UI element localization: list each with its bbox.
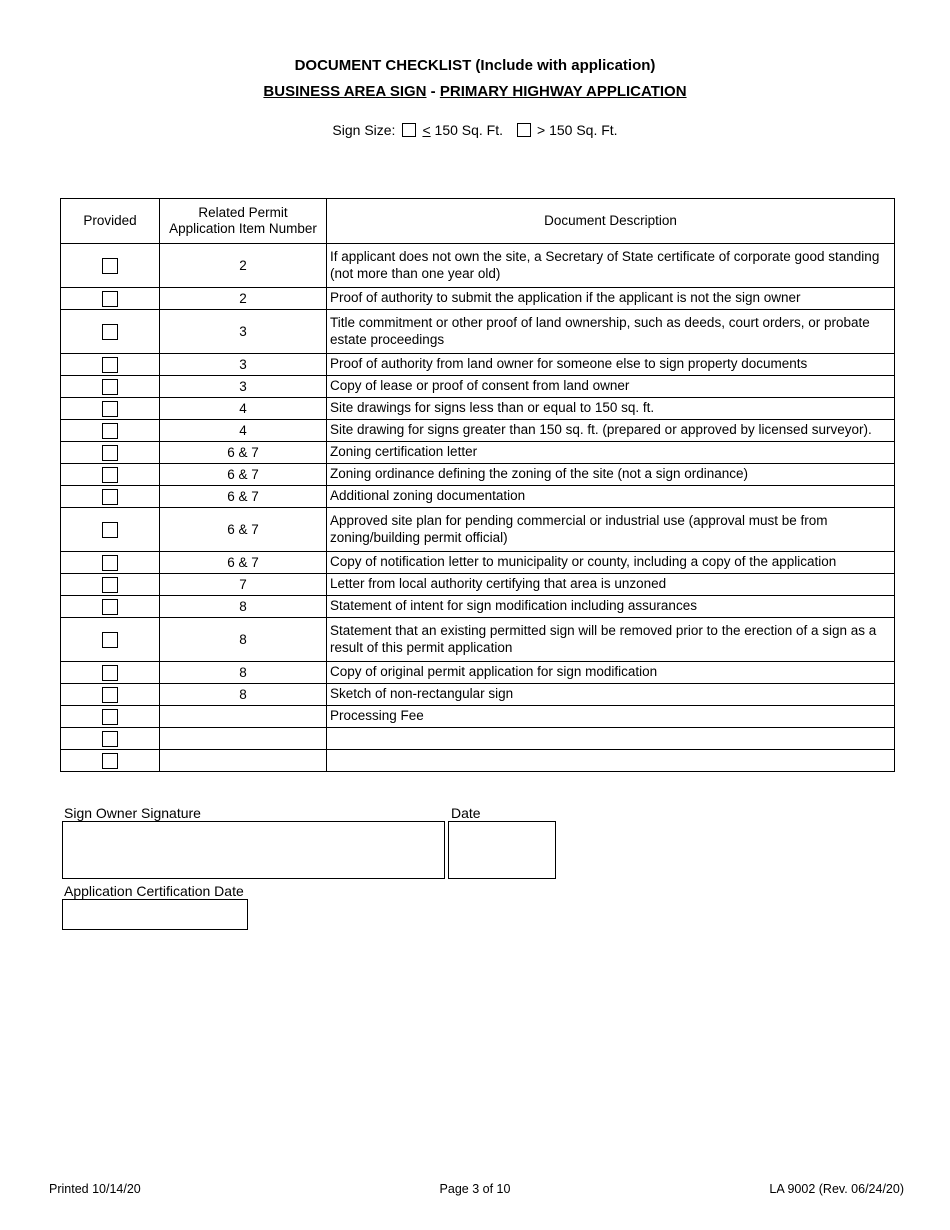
header-item-line1: Related Permit <box>198 205 288 220</box>
header-provided: Provided <box>61 199 160 244</box>
provided-cell <box>61 552 160 574</box>
description-cell: Site drawing for signs greater than 150 sq. ft. (prepared or approved by licensed surveyor). <box>327 420 895 442</box>
footer-page-number: Page 3 of 10 <box>439 1182 511 1196</box>
provided-cell <box>61 464 160 486</box>
item-number-cell: 4 <box>160 398 327 420</box>
provided-cell <box>61 706 160 728</box>
description-cell: Processing Fee <box>327 706 895 728</box>
description-cell: Approved site plan for pending commercial or industrial use (approval must be from zoning/building permit official) <box>327 508 895 552</box>
provided-cell <box>61 420 160 442</box>
subtitle-business-area-sign: BUSINESS AREA SIGN <box>263 83 427 100</box>
table-row <box>61 464 895 486</box>
provided-checkbox[interactable] <box>102 577 118 593</box>
table-row <box>61 684 895 706</box>
description-cell: Additional zoning documentation <box>327 486 895 508</box>
item-number-cell: 4 <box>160 420 327 442</box>
provided-cell <box>61 596 160 618</box>
provided-checkbox[interactable] <box>102 401 118 417</box>
provided-checkbox[interactable] <box>102 489 118 505</box>
sign-size-large-checkbox[interactable] <box>517 123 531 137</box>
table-row <box>61 728 895 750</box>
item-number-cell: 3 <box>160 354 327 376</box>
provided-checkbox[interactable] <box>102 379 118 395</box>
provided-cell <box>61 244 160 288</box>
document-title: DOCUMENT CHECKLIST (Include with application) <box>294 57 656 74</box>
provided-cell <box>61 684 160 706</box>
item-number-cell: 6 & 7 <box>160 464 327 486</box>
provided-cell <box>61 310 160 354</box>
item-number-cell <box>160 728 327 750</box>
provided-checkbox[interactable] <box>102 632 118 648</box>
subtitle-primary-highway-application: PRIMARY HIGHWAY APPLICATION <box>439 83 687 100</box>
description-cell: Copy of original permit application for sign modification <box>327 662 895 684</box>
provided-checkbox[interactable] <box>102 731 118 747</box>
subtitle-separator: - <box>426 83 440 100</box>
description-cell: Proof of authority to submit the application if the applicant is not the sign owner <box>327 288 895 310</box>
table-row <box>61 486 895 508</box>
provided-cell <box>61 398 160 420</box>
footer-form-number: LA 9002 (Rev. 06/24/20) <box>769 1182 904 1196</box>
date-field[interactable] <box>448 821 556 879</box>
description-cell: Site drawings for signs less than or equal to 150 sq. ft. <box>327 398 895 420</box>
provided-cell <box>61 354 160 376</box>
sign-size-small-label: 150 Sq. Ft. <box>430 122 504 138</box>
sign-size-large-label: > 150 Sq. Ft. <box>537 122 618 138</box>
document-checklist-table <box>60 198 895 772</box>
description-cell: Proof of authority from land owner for someone else to sign property documents <box>327 354 895 376</box>
item-number-cell: 7 <box>160 574 327 596</box>
sign-size-label: Sign Size: <box>332 122 396 138</box>
description-cell <box>327 750 895 772</box>
item-number-cell: 8 <box>160 684 327 706</box>
table-row <box>61 552 895 574</box>
sign-size-small-checkbox[interactable] <box>402 123 416 137</box>
table-row <box>61 596 895 618</box>
description-cell: Copy of notification letter to municipality or county, including a copy of the application <box>327 552 895 574</box>
provided-cell <box>61 750 160 772</box>
table-row <box>61 706 895 728</box>
sign-size-row <box>0 122 950 138</box>
provided-checkbox[interactable] <box>102 291 118 307</box>
provided-checkbox[interactable] <box>102 665 118 681</box>
item-number-cell: 8 <box>160 662 327 684</box>
description-cell: If applicant does not own the site, a Secretary of State certificate of corporate good standing (not more than one year old) <box>327 244 895 288</box>
document-subtitle <box>0 83 950 100</box>
item-number-cell: 6 & 7 <box>160 508 327 552</box>
item-number-cell: 6 & 7 <box>160 486 327 508</box>
table-row <box>61 420 895 442</box>
description-cell: Statement of intent for sign modification including assurances <box>327 596 895 618</box>
provided-cell <box>61 376 160 398</box>
table-row <box>61 244 895 288</box>
description-cell: Statement that an existing permitted sign will be removed prior to the erection of a sign as a result of this permit application <box>327 618 895 662</box>
provided-cell <box>61 486 160 508</box>
item-number-cell <box>160 750 327 772</box>
description-cell: Zoning ordinance defining the zoning of the site (not a sign ordinance) <box>327 464 895 486</box>
description-cell <box>327 728 895 750</box>
description-cell: Sketch of non-rectangular sign <box>327 684 895 706</box>
table-row <box>61 662 895 684</box>
table-row <box>61 310 895 354</box>
provided-cell <box>61 288 160 310</box>
application-certification-date-field[interactable] <box>62 899 248 930</box>
table-row <box>61 288 895 310</box>
application-certification-date-label: Application Certification Date <box>64 883 244 899</box>
item-number-cell: 2 <box>160 244 327 288</box>
description-cell: Letter from local authority certifying that area is unzoned <box>327 574 895 596</box>
provided-checkbox[interactable] <box>102 599 118 615</box>
provided-checkbox[interactable] <box>102 687 118 703</box>
item-number-cell: 8 <box>160 618 327 662</box>
item-number-cell <box>160 706 327 728</box>
provided-checkbox[interactable] <box>102 445 118 461</box>
less-equal-symbol: < <box>422 122 431 138</box>
sign-owner-signature-field[interactable] <box>62 821 445 879</box>
table-row <box>61 398 895 420</box>
date-label: Date <box>451 805 481 821</box>
item-number-cell: 2 <box>160 288 327 310</box>
footer-printed-date: Printed 10/14/20 <box>49 1182 141 1196</box>
table-row <box>61 508 895 552</box>
provided-cell <box>61 662 160 684</box>
provided-cell <box>61 728 160 750</box>
provided-checkbox[interactable] <box>102 522 118 538</box>
provided-checkbox[interactable] <box>102 423 118 439</box>
provided-cell <box>61 618 160 662</box>
provided-checkbox[interactable] <box>102 753 118 769</box>
provided-checkbox[interactable] <box>102 357 118 373</box>
provided-checkbox[interactable] <box>102 258 118 274</box>
sign-owner-signature-label: Sign Owner Signature <box>64 805 201 821</box>
table-row <box>61 574 895 596</box>
table-header-row <box>61 199 895 244</box>
description-cell: Zoning certification letter <box>327 442 895 464</box>
provided-checkbox[interactable] <box>102 467 118 483</box>
item-number-cell: 6 & 7 <box>160 442 327 464</box>
table-row <box>61 750 895 772</box>
description-cell: Title commitment or other proof of land ownership, such as deeds, court orders, or probate estate proceedings <box>327 310 895 354</box>
item-number-cell: 3 <box>160 310 327 354</box>
provided-cell <box>61 574 160 596</box>
provided-checkbox[interactable] <box>102 555 118 571</box>
table-row <box>61 442 895 464</box>
provided-checkbox[interactable] <box>102 324 118 340</box>
table-row <box>61 354 895 376</box>
provided-cell <box>61 508 160 552</box>
item-number-cell: 8 <box>160 596 327 618</box>
header-item-line2: Application Item Number <box>169 221 317 236</box>
header-item-number <box>160 199 327 244</box>
item-number-cell: 6 & 7 <box>160 552 327 574</box>
table-row <box>61 376 895 398</box>
description-cell: Copy of lease or proof of consent from land owner <box>327 376 895 398</box>
item-number-cell: 3 <box>160 376 327 398</box>
header-description: Document Description <box>327 199 895 244</box>
provided-cell <box>61 442 160 464</box>
provided-checkbox[interactable] <box>102 709 118 725</box>
table-row <box>61 618 895 662</box>
